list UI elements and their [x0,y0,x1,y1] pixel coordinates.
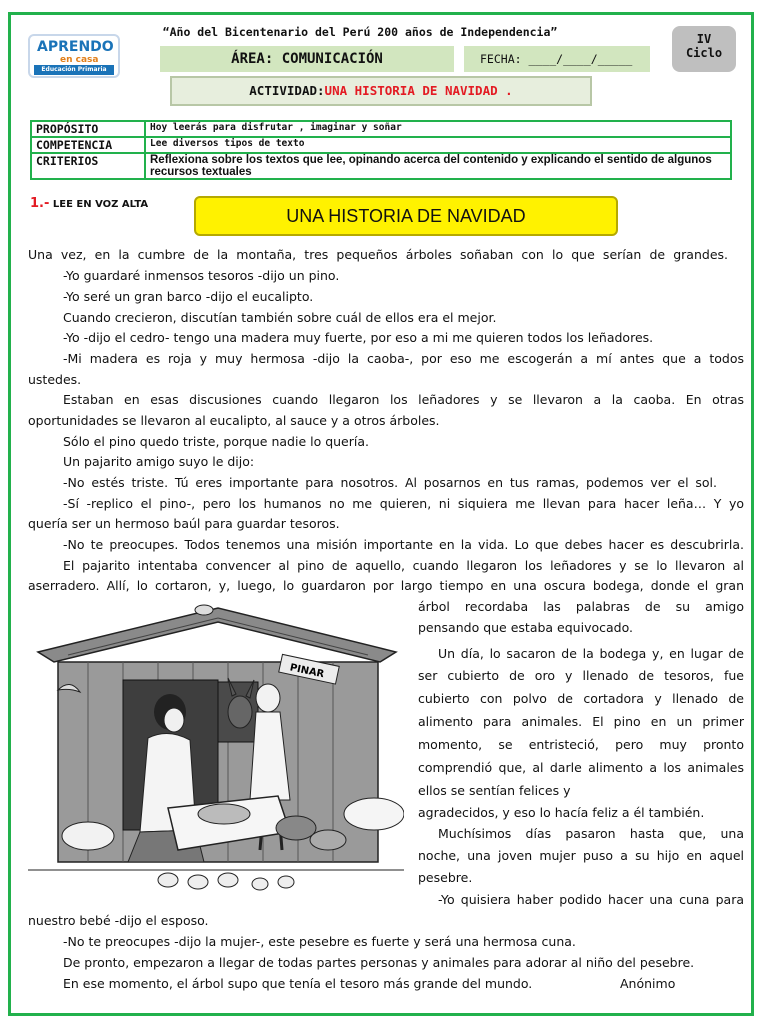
story-line: -Yo seré un gran barco -dijo el eucalipto. [63,289,314,304]
story-line: -No te preocupes -dijo la mujer-, este pesebre es fuerte y será una hermosa cuna. [63,934,576,949]
instruction-text: LEE EN VOZ ALTA [52,199,149,210]
nativity-illustration [28,600,404,896]
activity-label: ACTIVIDAD: [249,83,325,98]
story-title: UNA HISTORIA DE NAVIDAD [194,196,618,236]
story-line: ser cubierto de oro y llenado de tesoros, fue [418,668,744,683]
story-line: nuestro bebé -dijo el esposo. [28,913,209,928]
story-line: momento, se entristeció, pero muy pronto [418,737,744,752]
area-label: ÁREA: COMUNICACIÓN [160,46,454,72]
row-value: Lee diversos tipos de texto [145,137,731,153]
activity-banner [170,76,592,106]
story-line: pesebre. [418,870,473,885]
story-line: -Sí -replico el pino-, pero los humanos no me quieren, ni siquiera me llevan para hacer leña… Y yo [63,496,744,511]
story-line: Un día, lo sacaron de la bodega y, en lugar de [438,646,744,661]
story-line: aserradero. Allí, lo cortaron, y, luego, lo guardaron por largo tiempo en una oscura bodega, donde el gran [28,578,744,593]
story-line: comprendió que, al darle alimento a los animales [418,760,744,775]
table-row [31,121,731,137]
story-line: noche, una joven mujer puso a su hijo en aquel [418,848,744,863]
story-line: -Mi madera es roja y muy hermosa -dijo la caoba-, por eso me escogerán a mí antes que a todos [63,351,744,366]
row-key: PROPÓSITO [31,121,145,137]
barn-sign-text: PINAR [288,662,326,681]
row-key: COMPETENCIA [31,137,145,153]
activity-title: UNA HISTORIA DE NAVIDAD . [324,83,513,98]
story-line: El pajarito intentaba convencer al pino de aquello, cuando llegaron los leñadores y se lo llevaron al [63,558,744,573]
story-line: árbol recordaba las palabras de su amigo [418,599,744,614]
story-line: -Yo quisiera haber podido hacer una cuna para [438,892,744,907]
story-line: Estaban en esas discusiones cuando llegaron los leñadores y se llevaron a la caoba. En otras [63,392,744,407]
row-value: Hoy leerás para disfrutar , imaginar y soñar [145,121,731,137]
instruction [30,196,148,211]
story-line: alimento para animales. El pino en un primer [418,714,744,729]
story-line: agradecidos, y eso lo hacía feliz a él también. [418,805,705,820]
story-line: Sólo el pino quedo triste, porque nadie lo quería. [63,434,369,449]
story-line: Cuando crecieron, discutían también sobre cuál de ellos era el mejor. [63,310,497,325]
story-line: -Yo guardaré inmensos tesoros -dijo un pino. [63,268,340,283]
story-line: oportunidades se llevaron al eucalipto, al sauce y a otros árboles. [28,413,440,428]
story-line: -Yo -dijo el cedro- tengo una madera muy fuerte, por eso a mi me quieren todos los leñadores. [63,330,654,345]
story-author: Anónimo [620,976,676,991]
ciclo-numeral: IV [696,32,712,46]
story-line: ustedes. [28,372,82,387]
table-row [31,153,731,179]
story-line: Un pajarito amigo suyo le dijo: [63,454,255,469]
story-line: Muchísimos días pasaron hasta que, una [438,826,744,841]
year-motto: “Año del Bicentenario del Perú 200 años de Independencia” [162,25,558,39]
row-value: Reflexiona sobre los textos que lee, opinando acerca del contenido y explicando el sentido de algunos recursos textuales [145,153,731,179]
instruction-number: 1.- [30,196,50,211]
story-line: pensando que estaba equivocado. [418,620,633,635]
info-table [30,120,732,180]
table-row [31,137,731,153]
story-line: En ese momento, el árbol supo que tenía el tesoro más grande del mundo. [63,976,533,991]
story-line: -No estés triste. Tú eres importante para nosotros. Al posarnos en tus ramas, podemos ver el sol. [63,475,717,490]
ciclo-badge [672,26,736,72]
story-line: cubierto con polvo de cortadora y llenado de [418,691,744,706]
story-line: -No te preocupes. Todos tenemos una misión importante en la vida. Lo que debes hacer es descubrirla. [63,537,744,552]
aprendo-en-casa-logo [28,34,120,78]
story-line: De pronto, empezaron a llegar de todas partes personas y animales para adorar al niño del pesebre. [63,955,695,970]
logo-text-primaria: Educación Primaria [34,65,114,75]
date-field: FECHA: ____/____/_____ [464,46,650,72]
ciclo-word: Ciclo [685,46,723,60]
logo-text-aprendo: APRENDO [37,39,114,55]
logo-text-en-casa: en casa [60,55,99,65]
story-line: quería ser un hermoso baúl para guardar tesoros. [28,516,340,531]
story-line: Una vez, en la cumbre de la montaña, tres pequeños árboles soñaban con lo que serían de grandes. [28,247,728,262]
row-key: CRITERIOS [31,153,145,179]
story-line: ellos se sentían felices y [418,783,571,798]
